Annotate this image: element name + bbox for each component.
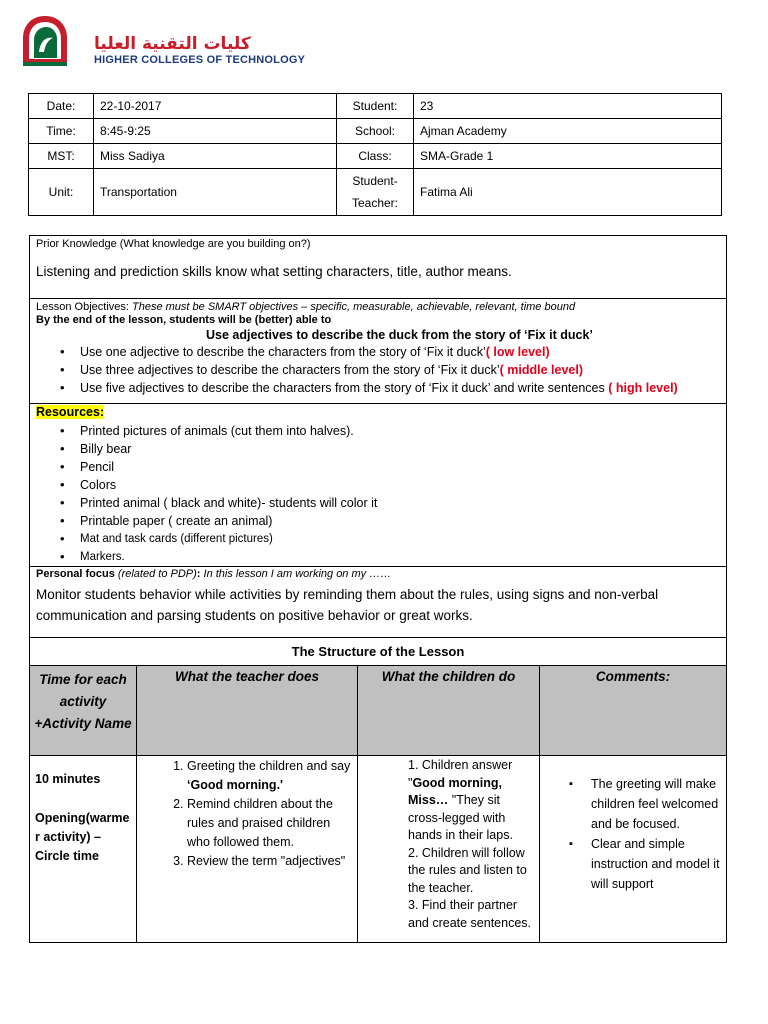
objectives-main: Use adjectives to describe the duck from the story of ‘Fix it duck’ [206, 328, 593, 342]
student-teacher-label [337, 169, 414, 216]
children-step-text: Find their partner and create sentences. [408, 898, 531, 930]
emblem-icon [20, 14, 70, 68]
teacher-step-text: Review the term "adjectives" [187, 854, 346, 868]
children-step [408, 757, 535, 845]
resource-item: • Printed animal ( black and white)- students will color it [80, 494, 726, 512]
structure-header-row [30, 666, 727, 756]
teacher-cell [137, 756, 358, 943]
resources-list [30, 422, 726, 566]
children-step-num: 3. [408, 898, 422, 912]
mst-value: Miss Sadiya [94, 144, 337, 169]
focus-colon: : [196, 568, 201, 580]
objectives-intro: By the end of the lesson, students will be (better) able to [36, 314, 332, 326]
time-label: Time: [29, 119, 94, 144]
comments-cell [540, 756, 727, 943]
objective-level: ( high level) [608, 381, 678, 395]
focus-text: Monitor students behavior while activities by reminding them about the rules, using signs and non-verbal communication and parsing students on positive behavior or great works. [36, 587, 659, 623]
lesson-objectives-section [29, 298, 727, 404]
logo-arabic-text: كليات التقنية العليا [94, 34, 251, 54]
children-step-text: Children answer " [408, 758, 513, 790]
logo-english-text: HIGHER COLLEGES OF TECHNOLOGY [94, 54, 306, 66]
comment-item: ▪ Clear and simple instruction and model it will support [591, 834, 720, 894]
teacher-step [187, 795, 353, 852]
teacher-step-bold: ‘Good morning.' [187, 778, 284, 792]
teacher-step-text: Greeting the children and say [187, 759, 351, 773]
unit-label: Unit: [29, 169, 94, 216]
resource-item: • Pencil [80, 458, 726, 476]
class-value: SMA-Grade 1 [414, 144, 722, 169]
class-label: Class: [337, 144, 414, 169]
children-step-num: 2. [408, 845, 422, 860]
info-row [29, 119, 722, 144]
objectives-list [30, 343, 726, 397]
resource-item: • Mat and task cards (different pictures) [80, 530, 726, 548]
student-teacher-value: Fatima Ali [414, 169, 722, 216]
info-row [29, 169, 722, 216]
focus-paren: (related to PDP) [117, 568, 197, 580]
info-row [29, 94, 722, 119]
objective-item [80, 361, 726, 379]
info-row [29, 144, 722, 169]
teacher-steps [187, 757, 353, 871]
children-step-text: Children will follow the rules and listen to the teacher. [408, 845, 527, 895]
structure-row [30, 756, 727, 943]
prior-knowledge-text: Listening and prediction skills know what setting characters, title, author means. [36, 264, 512, 279]
children-cell [358, 756, 540, 943]
resources-label: Resources: [36, 405, 105, 419]
date-label: Date: [29, 94, 94, 119]
teacher-step [187, 757, 353, 795]
student-value: 23 [414, 94, 722, 119]
structure-title: The Structure of the Lesson [30, 638, 727, 666]
smart-note: These must be SMART objectives – specific, measurable, achievable, relevant, time bound [132, 301, 576, 313]
header-children: What the children do [358, 666, 540, 756]
personal-focus-section [29, 566, 727, 638]
prior-knowledge-section [29, 235, 727, 299]
mst-label: MST: [29, 144, 94, 169]
time-value: 8:45-9:25 [94, 119, 337, 144]
objective-level: ( middle level) [499, 363, 583, 377]
header-comments: Comments: [540, 666, 727, 756]
children-step-post: "They sit cross-legged with hands in their laps. [408, 793, 513, 842]
lesson-structure-table [29, 637, 727, 943]
teacher-step [187, 852, 353, 871]
resource-item: • Printable paper ( create an animal) [80, 512, 726, 530]
student-teacher-label-line2: Teacher: [351, 196, 399, 210]
comments-list [591, 774, 720, 894]
school-label: School: [337, 119, 414, 144]
resources-section [29, 403, 727, 567]
objectives-label: Lesson Objectives: [36, 301, 129, 313]
unit-value: Transportation [94, 169, 337, 216]
objective-text: Use five adjectives to describe the characters from the story of ‘Fix it duck’ and write sentences [80, 381, 609, 395]
objective-item [80, 379, 726, 397]
focus-rest: In this lesson I am working on my …… [200, 568, 392, 580]
resource-item: • Markers. [80, 548, 726, 566]
objective-text: Use one adjective to describe the characters from the story of ‘Fix it duck’ [80, 345, 486, 359]
lesson-info-table [28, 93, 722, 216]
student-label: Student: [337, 94, 414, 119]
objective-level: ( low level) [485, 345, 550, 359]
header-teacher: What the teacher does [137, 666, 358, 756]
activity-name: Opening(warme r activity) – Circle time [35, 811, 130, 863]
objective-text: Use three adjectives to describe the characters from the story of ‘Fix it duck’ [80, 363, 500, 377]
objective-item [80, 343, 726, 361]
activity-cell [30, 756, 137, 943]
resource-item: • Colors [80, 476, 726, 494]
comment-item: ▪ The greeting will make children feel welcomed and be focused. [591, 774, 720, 834]
children-step-num: 1. [408, 758, 422, 772]
activity-time: 10 minutes [35, 772, 101, 786]
resource-item: • Billy bear [80, 440, 726, 458]
resource-item: • Printed pictures of animals (cut them into halves). [80, 422, 726, 440]
college-logo [20, 14, 306, 68]
student-teacher-label-line1: Student- [352, 174, 398, 188]
school-value: Ajman Academy [414, 119, 722, 144]
date-value: 22-10-2017 [94, 94, 337, 119]
children-step-bold: Good morning, Miss… [408, 775, 503, 807]
children-step [408, 897, 535, 932]
children-step [408, 845, 535, 898]
prior-knowledge-heading: Prior Knowledge (What knowledge are you building on?) [36, 238, 311, 250]
header-time: Time for each activity +Activity Name [30, 666, 137, 756]
teacher-step-text: Remind children about the rules and praised children who followed them. [187, 797, 333, 849]
focus-label: Personal focus [36, 568, 115, 580]
